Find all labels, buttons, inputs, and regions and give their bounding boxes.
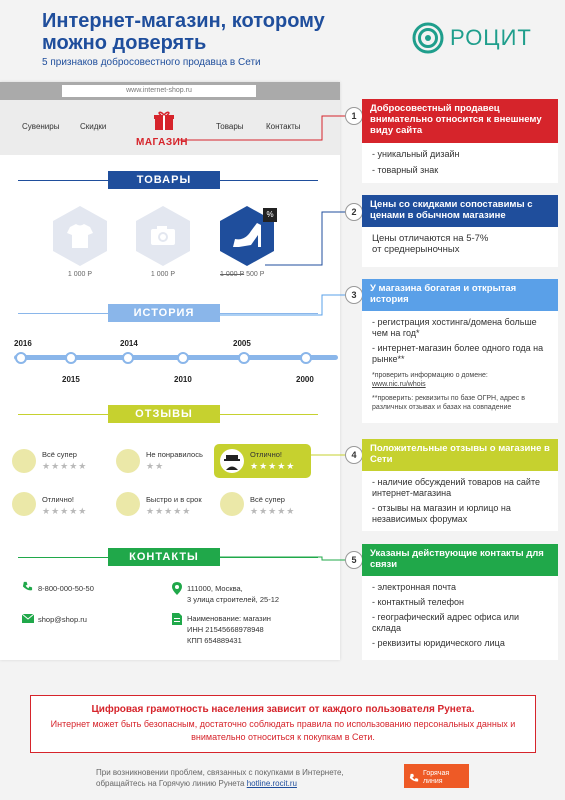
logo-text: РОЦИТ xyxy=(450,25,532,50)
product-price: 1 000 Р xyxy=(67,271,93,278)
sign-item: - уникальный дизайн xyxy=(372,149,460,159)
year-label: 2015 xyxy=(62,375,80,384)
year-label: 2014 xyxy=(120,339,138,348)
sign-number: 1 xyxy=(345,107,363,125)
hotline-button[interactable] xyxy=(404,764,469,788)
year-label: 2005 xyxy=(233,339,251,348)
address-line: 3 улица строителей, 25-12 xyxy=(187,595,280,604)
phone-icon xyxy=(409,773,419,783)
legal-line: КПП 654889431 xyxy=(187,636,242,645)
old-price: 1 000 Р xyxy=(220,271,245,278)
review-text: Быстро и в срок xyxy=(146,495,202,504)
message-text: Интернет может быть безопасным, достаточно соблюдать правила по использованию персональных данных и внимательно относиться к покупкам в Сети. xyxy=(50,719,516,742)
hotline-label: Горячая xyxy=(423,770,450,777)
footer-line: обращайтесь на Горячую линию Рунета xyxy=(96,779,245,788)
review-stars: ★★★★★ xyxy=(146,506,192,516)
review-text: Всё супер xyxy=(250,495,285,504)
review-text: Отлично! xyxy=(250,450,282,459)
review-stars: ★★ xyxy=(146,461,165,471)
sign-number: 5 xyxy=(345,551,363,569)
review-text: Всё супер xyxy=(42,450,77,459)
hotline-link[interactable]: hotline.rocit.ru xyxy=(246,779,297,788)
new-price: 500 Р xyxy=(246,271,265,278)
sign-body xyxy=(362,576,558,660)
review-text: Отлично! xyxy=(42,495,74,504)
contacts-ribbon: КОНТАКТЫ xyxy=(108,548,220,566)
hotline-label: линия xyxy=(423,778,443,785)
nav-contacts[interactable]: Контакты xyxy=(266,122,301,131)
sign-body xyxy=(362,227,558,267)
product-price: 1 000 Р xyxy=(150,271,176,278)
sign-title: Цены со скидками сопоставимы с ценами в обычном магазине xyxy=(362,195,558,227)
year-label: 2016 xyxy=(14,339,32,348)
sign-note: *проверить информацию о домене: xyxy=(372,372,488,379)
sign-item: Цены отличаются на 5-7% xyxy=(372,233,489,244)
sign-title: Положительные отзывы о магазине в Сети xyxy=(362,439,558,471)
nav-discounts[interactable]: Скидки xyxy=(80,122,107,131)
whois-link[interactable]: www.nic.ru/whois xyxy=(372,381,426,388)
shop-title: МАГАЗИН xyxy=(136,137,188,148)
sign-item: - контактный телефон xyxy=(372,597,465,607)
sign-number: 2 xyxy=(345,203,363,221)
sign-number: 4 xyxy=(345,446,363,464)
legal-line: ИНН 21545668978948 xyxy=(187,625,264,634)
phone-number[interactable]: 8-800-000-50-50 xyxy=(38,584,94,593)
address-line: 111000, Москва, xyxy=(187,584,243,593)
literacy-message xyxy=(30,695,536,753)
review-stars: ★★★★★ xyxy=(42,461,88,471)
sign-title: Добросовестный продавец внимательно относится к внешнему виду сайта xyxy=(362,99,558,143)
review-stars: ★★★★★ xyxy=(42,506,88,516)
legal-line: Наименование: магазин xyxy=(187,614,271,623)
review-stars: ★★★★★ xyxy=(250,506,296,516)
sign-item: - товарный знак xyxy=(372,165,439,175)
sign-item: от среднерыночных xyxy=(372,244,460,255)
sign-item: - географический адрес офиса или склада xyxy=(372,612,520,633)
sign-item: - регистрация хостинга/домена больше чем на год* xyxy=(372,317,537,338)
review-stars: ★★★★★ xyxy=(250,461,296,471)
review-text: Не понравилось xyxy=(146,450,203,459)
message-title: Цифровая грамотность населения зависит от каждого пользователя Рунета. xyxy=(91,704,475,715)
sign-body xyxy=(362,311,558,423)
sign-item: - реквизиты юридического лица xyxy=(372,638,505,648)
sign-item: - интернет-магазин более одного года на рынке** xyxy=(372,343,544,364)
nav-goods[interactable]: Товары xyxy=(216,122,244,131)
history-ribbon: ИСТОРИЯ xyxy=(108,304,220,322)
sign-title: Указаны действующие контакты для связи xyxy=(362,544,558,576)
sign-item: - наличие обсуждений товаров на сайте интернет-магазина xyxy=(372,477,540,498)
sign-item: - электронная почта xyxy=(372,582,457,592)
discount-badge: % xyxy=(263,208,277,222)
footer-text xyxy=(96,767,396,789)
sign-note: **проверить: реквизиты по базе ОГРН, адрес в различных отзывах и базах на совпадение xyxy=(372,395,525,411)
goods-ribbon: ТОВАРЫ xyxy=(108,171,220,189)
sign-item: - отзывы на магазин и юрлицо на независимых форумах xyxy=(372,503,511,524)
sign-body xyxy=(362,471,558,531)
page-subtitle: 5 признаков добросовестного продавца в Сети xyxy=(42,57,261,68)
email-address[interactable]: shop@shop.ru xyxy=(38,615,87,624)
sign-body xyxy=(362,143,558,183)
sign-number: 3 xyxy=(345,286,363,304)
sign-title: У магазина богатая и открытая история xyxy=(362,279,558,311)
page-title: Интернет-магазин, которому можно доверять xyxy=(42,10,325,54)
url-field[interactable]: www.internet-shop.ru xyxy=(62,85,256,97)
reviews-ribbon: ОТЗЫВЫ xyxy=(108,405,220,423)
nav-souvenirs[interactable]: Сувениры xyxy=(22,122,60,131)
year-label: 2010 xyxy=(174,375,192,384)
year-label: 2000 xyxy=(296,375,314,384)
footer-line: При возникновении проблем, связанных с покупками в Интернете, xyxy=(96,768,344,777)
